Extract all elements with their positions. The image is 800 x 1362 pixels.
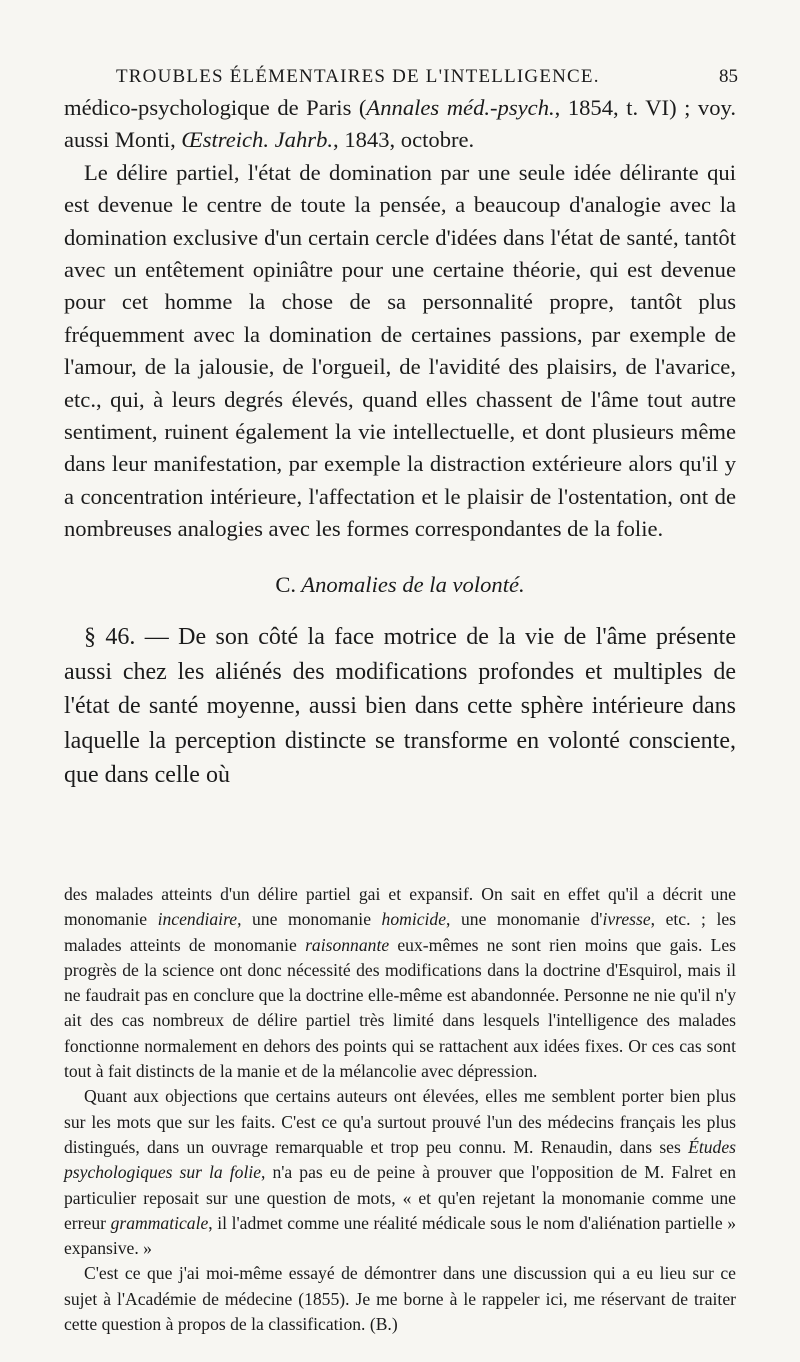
text-run: Quant aux objections que certains auteurs ont élevées, elles me semblent porter bien plus sur les mots que sur les faits. C'est ce qu'a surtout prouvé l'un des médecins français les plus distingués, dans un ouvrage remarquable et trop peu connu. M. Renaudin, dans ses (64, 1086, 736, 1157)
footnotes (64, 882, 736, 1337)
text-run: , etc. ; les malades atteints de monomanie (64, 909, 736, 955)
text-run: , 1843, octobre. (333, 127, 475, 153)
emphasis: ivresse (602, 909, 651, 930)
section-heading (64, 569, 736, 601)
paragraph-reference (64, 92, 736, 157)
text-run: , il l'admet comme une réalité médicale sous le nom d'aliénation partielle » expansive. » (64, 1212, 736, 1259)
emphasis: raisonnante (305, 934, 390, 955)
book-title: Études psychologiques sur la folie (64, 1136, 736, 1183)
footnote-paragraph (64, 882, 736, 1084)
text-run: , 1854, t. VI) ; voy. aussi Monti, (64, 95, 736, 153)
page-number: 85 (719, 66, 738, 87)
text-run: médico-psychologique de Paris ( (64, 95, 367, 120)
text-run: eux-mêmes ne sont rien moins que gais. Les progrès de la science ont donc nécessité des modifications dans la doctrine d'Esquirol, mais il ne faudrait pas en conclure que la doctrine elle-même est abandonnée. Personne ne nie qu'il n'y ait des cas nombreux de délire partiel très limité dans lesquels l'intelligence des malades fonctionne normalement en dehors des points qui se rattachent aux idées fixes. Or ces cas sont tout à fait distincts de la manie et de la mélancolie avec dépression. (64, 934, 736, 1082)
text-run: , une monomanie (237, 909, 382, 930)
main-text (64, 92, 736, 793)
journal-title: Annales méd.-psych. (366, 95, 555, 120)
footnote-paragraph: C'est ce que j'ai moi-même essayé de démontrer dans une discussion qui a eu lieu sur ce sujet à l'Académie de médecine (1855). Je me borne à le rappeler ici, me réservant de traiter cette question à propos de la classification. (B.) (64, 1263, 736, 1335)
section-letter: C. (275, 571, 297, 597)
journal-title: Œstreich. Jahrb. (181, 127, 334, 153)
running-title: TROUBLES ÉLÉMENTAIRES DE L'INTELLIGENCE. (116, 66, 600, 87)
emphasis: grammaticale (110, 1212, 209, 1233)
text-run: , n'a pas eu de peine à prouver que l'opposition de M. Falret en particulier reposait sur une question de mots, « et qu'en rejetant la monomanie comme une erreur (64, 1162, 736, 1233)
text-run: des malades atteints d'un délire partiel gai et expansif. On sait en effet qu'il a décrit une monomanie (64, 884, 736, 930)
paragraph-46: § 46. — De son côté la face motrice de la vie de l'âme présente aussi chez les aliénés des modifications profondes et multiples de l'état de santé moyenne, aussi bien dans cette sphère intérieure dans laquelle la perception distincte se transforme en volonté consciente, que dans celle où (64, 624, 736, 789)
emphasis: incendiaire (157, 909, 238, 930)
running-head (116, 66, 738, 92)
section-title: Anomalies de la volonté. (301, 571, 525, 597)
paragraph-partial-delirium: Le délire partiel, l'état de domination par une seule idée délirante qui est devenue le centre de toute la pensée, a beaucoup d'analogie avec la domination exclusive d'un certain cercle d'idées dans l'état de santé, tantôt avec un entêtement opiniâtre pour une certaine théorie, qui est devenue pour cet homme la chose de sa personnalité propre, tantôt plus fréquemment avec la domination de certaines passions, par exemple de l'amour, de la jalousie, de l'orgueil, de l'avidité des plaisirs, de l'avarice, etc., qui, à leurs degrés élevés, quand elles chassent de l'âme tout autre sentiment, ruinent également la vie intellectuelle, et dont plusieurs même dans leur manifestation, par exemple la distraction extérieure alors qu'il y a concentration intérieure, l'affectation et le plaisir de l'ostentation, ont de nombreuses analogies avec les formes correspondantes de la folie. (64, 159, 736, 542)
emphasis: homicide (381, 909, 447, 930)
footnote-paragraph (64, 1084, 736, 1261)
text-run: , une monomanie d' (446, 909, 603, 930)
